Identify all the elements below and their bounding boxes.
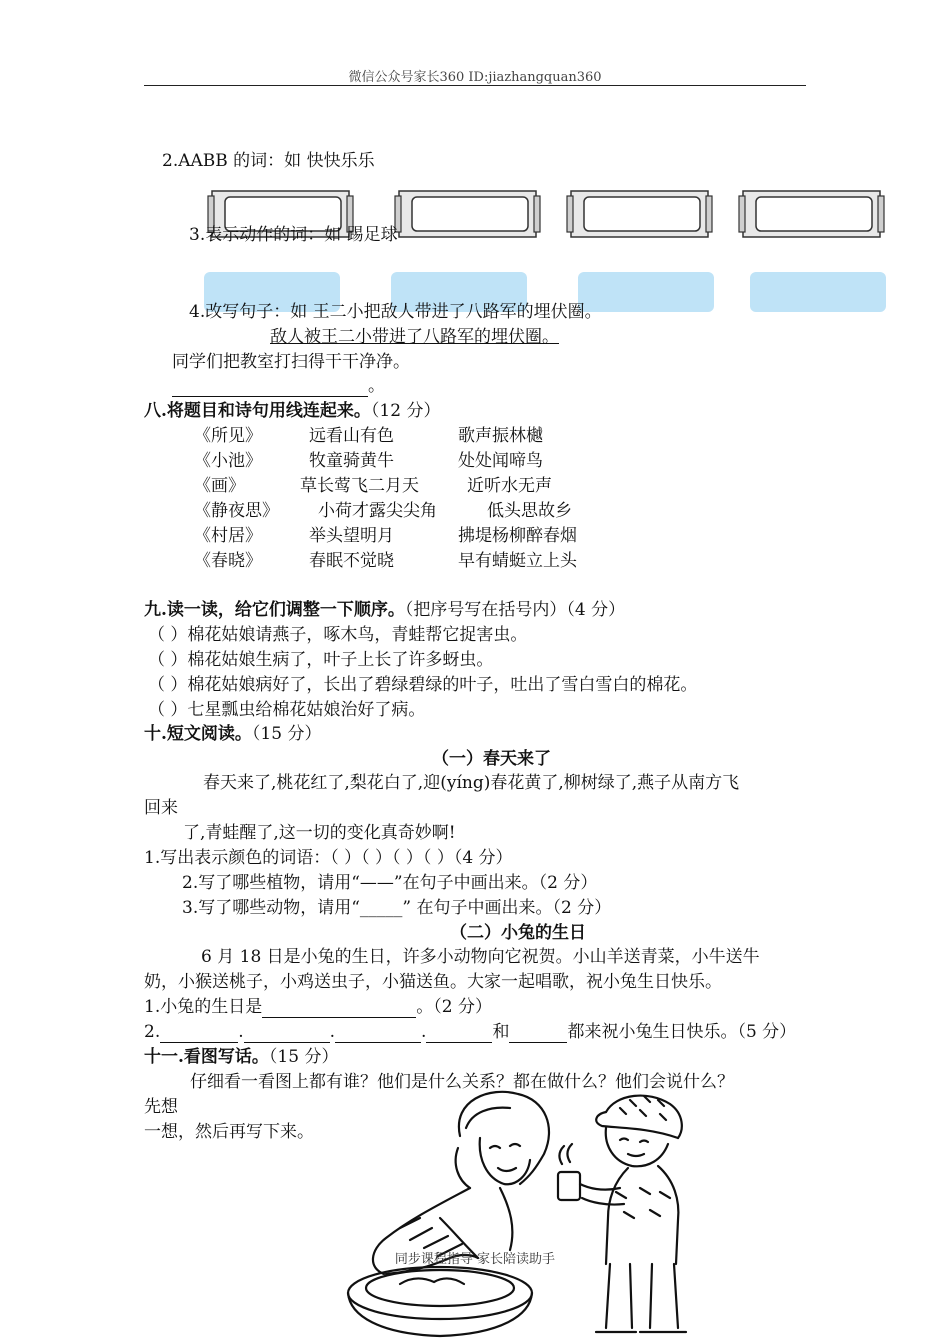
poem-title: 《小池》 bbox=[194, 451, 262, 471]
section-11-heading bbox=[144, 1046, 338, 1068]
passage-2-text: 6 月 18 日是小兔的生日，许多小动物向它祝贺。小山羊送青菜，小牛送牛 bbox=[201, 947, 760, 967]
poem-line-first: 春眠不觉晓 bbox=[309, 551, 394, 571]
section-8-score: （12 分） bbox=[370, 401, 441, 421]
answer-box-4 bbox=[750, 272, 886, 312]
period: 。 bbox=[368, 376, 385, 396]
answer-blank[interactable] bbox=[335, 1025, 421, 1043]
order-item: （ ）七星瓢虫给棉花姑娘治好了病。 bbox=[148, 700, 426, 720]
section-10-title: 十.短文阅读。 bbox=[144, 724, 252, 744]
poem-title: 《村居》 bbox=[194, 526, 262, 546]
question-7-4: 4.改写句子：如 王二小把敌人带进了八路军的埋伏圈。 bbox=[189, 302, 602, 322]
question-7-4-example: 敌人被王二小带进了八路军的埋伏圈。 bbox=[270, 327, 559, 347]
passage-1-question-1: 1.写出表示颜色的词语：（ ）（ ）（ ）（ ）（4 分） bbox=[144, 848, 513, 868]
passage-1-title: （一）春天来了 bbox=[432, 749, 551, 769]
order-item: （ ）棉花姑娘生病了，叶子上长了许多蚜虫。 bbox=[148, 650, 494, 670]
answer-blank[interactable] bbox=[262, 1000, 416, 1018]
header-divider bbox=[144, 85, 806, 86]
passage-1-question-2: 2.写了哪些植物，请用“——”在句子中画出来。（2 分） bbox=[182, 873, 598, 893]
passage-2-text: 奶，小猴送桃子，小鸡送虫子，小猫送鱼。大家一起唱歌，祝小兔生日快乐。 bbox=[144, 972, 722, 992]
passage-1-text: 回来 bbox=[144, 798, 178, 818]
answer-blank[interactable] bbox=[160, 1025, 238, 1043]
order-item: （ ）棉花姑娘病好了，长出了碧绿碧绿的叶子，吐出了雪白雪白的棉花。 bbox=[148, 675, 698, 695]
question-score: 。（2 分） bbox=[416, 997, 492, 1017]
question-number: 2. bbox=[144, 1022, 161, 1042]
question-text: 1.小兔的生日是 bbox=[144, 997, 263, 1017]
section-11-prompt: 仔细看一看图上都有谁？他们是什么关系？都在做什么？他们会说什么？ bbox=[190, 1072, 734, 1092]
answer-frame-4 bbox=[738, 190, 885, 238]
question-7-2: 2.AABB 的词：如 快快乐乐 bbox=[162, 151, 375, 171]
passage-1-text: 春天来了,桃花红了,梨花白了,迎(yíng)春花黄了,柳树绿了,燕子从南方飞 bbox=[203, 773, 740, 793]
poem-line-first: 草长莺飞二月天 bbox=[300, 476, 419, 496]
passage-2-question-1 bbox=[144, 996, 492, 1018]
section-8-heading bbox=[144, 400, 440, 422]
poem-title: 《画》 bbox=[194, 476, 245, 496]
section-10-heading bbox=[144, 723, 321, 745]
section-11-title: 十一.看图写话。 bbox=[144, 1047, 269, 1067]
answer-blank[interactable] bbox=[172, 379, 368, 397]
answer-frame-2 bbox=[394, 190, 541, 238]
question-7-3: 3.表示动作的词：如 踢足球 bbox=[189, 225, 398, 245]
poem-line-first: 牧童骑黄牛 bbox=[309, 451, 394, 471]
answer-blank[interactable] bbox=[426, 1025, 492, 1043]
poem-line-first: 举头望明月 bbox=[309, 526, 394, 546]
passage-1-question-3: 3.写了哪些动物，请用“_____” 在句子中画出来。（2 分） bbox=[182, 898, 612, 918]
question-text: 都来祝小兔生日快乐。（5 分） bbox=[567, 1022, 797, 1042]
page-footer: 同步课程指导 家长陪读助手 bbox=[394, 1252, 556, 1267]
poem-line-second: 低头思故乡 bbox=[487, 501, 572, 521]
answer-blank[interactable] bbox=[244, 1025, 330, 1043]
poem-line-first: 远看山有色 bbox=[309, 426, 394, 446]
order-item: （ ）棉花姑娘请燕子，啄木鸟，青蛙帮它捉害虫。 bbox=[148, 625, 528, 645]
poem-title: 《春晓》 bbox=[194, 551, 262, 571]
poem-line-second: 处处闻啼鸟 bbox=[458, 451, 543, 471]
section-8-title: 八.将题目和诗句用线连起来。 bbox=[144, 401, 371, 421]
section-11-prompt: 先想 bbox=[144, 1097, 178, 1117]
poem-line-second: 歌声振林樾 bbox=[458, 426, 543, 446]
passage-1-text: 了,青蛙醒了,这一切的变化真奇妙啊! bbox=[183, 823, 456, 843]
section-9-heading bbox=[144, 599, 625, 621]
poem-line-second: 早有蜻蜓立上头 bbox=[458, 551, 577, 571]
poem-line-second: 近听水无声 bbox=[467, 476, 552, 496]
section-10-score: （15 分） bbox=[251, 724, 322, 744]
passage-2-title: （二）小兔的生日 bbox=[450, 923, 586, 943]
question-7-4-answer-line bbox=[172, 375, 385, 397]
conjunction: 和 bbox=[492, 1022, 510, 1042]
illustration-picture bbox=[340, 1088, 720, 1344]
page-header: 微信公众号家长360 ID:jiazhangquan360 bbox=[348, 70, 602, 85]
section-11-score: （15 分） bbox=[268, 1047, 339, 1067]
section-11-prompt: 一想，然后再写下来。 bbox=[144, 1122, 314, 1142]
poem-line-second: 拂堤杨柳醉春烟 bbox=[458, 526, 577, 546]
poem-line-first: 小荷才露尖尖角 bbox=[318, 501, 437, 521]
answer-frame-3 bbox=[566, 190, 713, 238]
section-9-title: 九.读一读，给它们调整一下顺序。 bbox=[144, 600, 405, 620]
section-9-note: （把序号写在括号内）（4 分） bbox=[404, 600, 626, 620]
poem-title: 《静夜思》 bbox=[194, 501, 279, 521]
poem-title: 《所见》 bbox=[194, 426, 262, 446]
passage-2-question-2: 2. . . . 和 都来祝小兔生日快乐。（5 分） bbox=[144, 1022, 797, 1042]
answer-blank[interactable] bbox=[509, 1025, 567, 1043]
question-7-4-task: 同学们把教室打扫得干干净净。 bbox=[172, 352, 410, 372]
